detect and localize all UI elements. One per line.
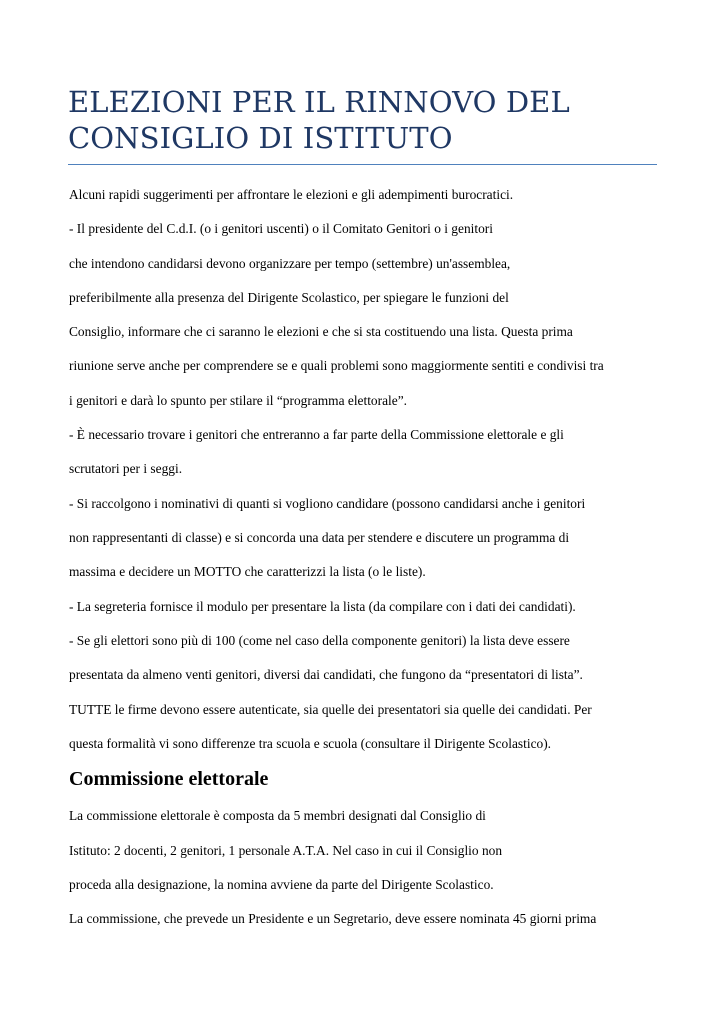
intro-line: i genitori e darà lo spunto per stilare il “programma elettorale”. bbox=[69, 393, 407, 408]
intro-line: che intendono candidarsi devono organizzare per tempo (settembre) un'assemblea, bbox=[69, 256, 511, 271]
intro-line: TUTTE le firme devono essere autenticate, sia quelle dei presentatori sia quelle dei candidati. Per bbox=[69, 702, 592, 717]
intro-line: - Se gli elettori sono più di 100 (come nel caso della componente genitori) la lista deve essere bbox=[69, 633, 570, 648]
section-line: La commissione elettorale è composta da 5 membri designati dal Consiglio di bbox=[69, 808, 486, 823]
title-underline bbox=[68, 164, 657, 165]
intro-line: - Il presidente del C.d.I. (o i genitori uscenti) o il Comitato Genitori o i genitori bbox=[69, 221, 493, 236]
intro-line: - È necessario trovare i genitori che entreranno a far parte della Commissione elettorale e gli bbox=[69, 427, 564, 442]
intro-line: riunione serve anche per comprendere se e quali problemi sono maggiormente sentiti e condivisi tra bbox=[69, 358, 604, 373]
intro-line: massima e decidere un MOTTO che caratterizzi la lista (o le liste). bbox=[69, 564, 426, 579]
intro-line: preferibilmente alla presenza del Dirigente Scolastico, per spiegare le funzioni del bbox=[69, 290, 509, 305]
intro-line: Consiglio, informare che ci saranno le elezioni e che si sta costituendo una lista. Questa prima bbox=[69, 324, 573, 339]
section-line: Istituto: 2 docenti, 2 genitori, 1 personale A.T.A. Nel caso in cui il Consiglio non bbox=[69, 843, 503, 858]
section-line: proceda alla designazione, la nomina avviene da parte del Dirigente Scolastico. bbox=[69, 877, 494, 892]
section-line: La commissione, che prevede un Presidente e un Segretario, deve essere nominata 45 giorni prima bbox=[69, 911, 597, 926]
intro-line: non rappresentanti di classe) e si concorda una data per stendere e discutere un programma di bbox=[69, 530, 570, 545]
intro-line: Alcuni rapidi suggerimenti per affrontare le elezioni e gli adempimenti burocratici. bbox=[69, 187, 514, 202]
intro-line: - Si raccolgono i nominativi di quanti si vogliono candidare (possono candidarsi anche i genitori bbox=[69, 496, 586, 511]
intro-line: presentata da almeno venti genitori, diversi dai candidati, che fungono da “presentatori di lista”. bbox=[69, 667, 583, 682]
document-title-line-2: CONSIGLIO DI ISTITUTO bbox=[68, 121, 453, 155]
intro-line: - La segreteria fornisce il modulo per presentare la lista (da compilare con i dati dei candidati). bbox=[69, 599, 576, 614]
intro-line: scrutatori per i seggi. bbox=[69, 461, 183, 476]
document-title bbox=[68, 84, 658, 156]
intro-line: questa formalità vi sono differenze tra scuola e scuola (consultare il Dirigente Scolastico). bbox=[69, 736, 552, 751]
document-title-line-1: ELEZIONI PER IL RINNOVO DEL bbox=[68, 85, 570, 119]
section-heading: Commissione elettorale bbox=[69, 768, 269, 790]
